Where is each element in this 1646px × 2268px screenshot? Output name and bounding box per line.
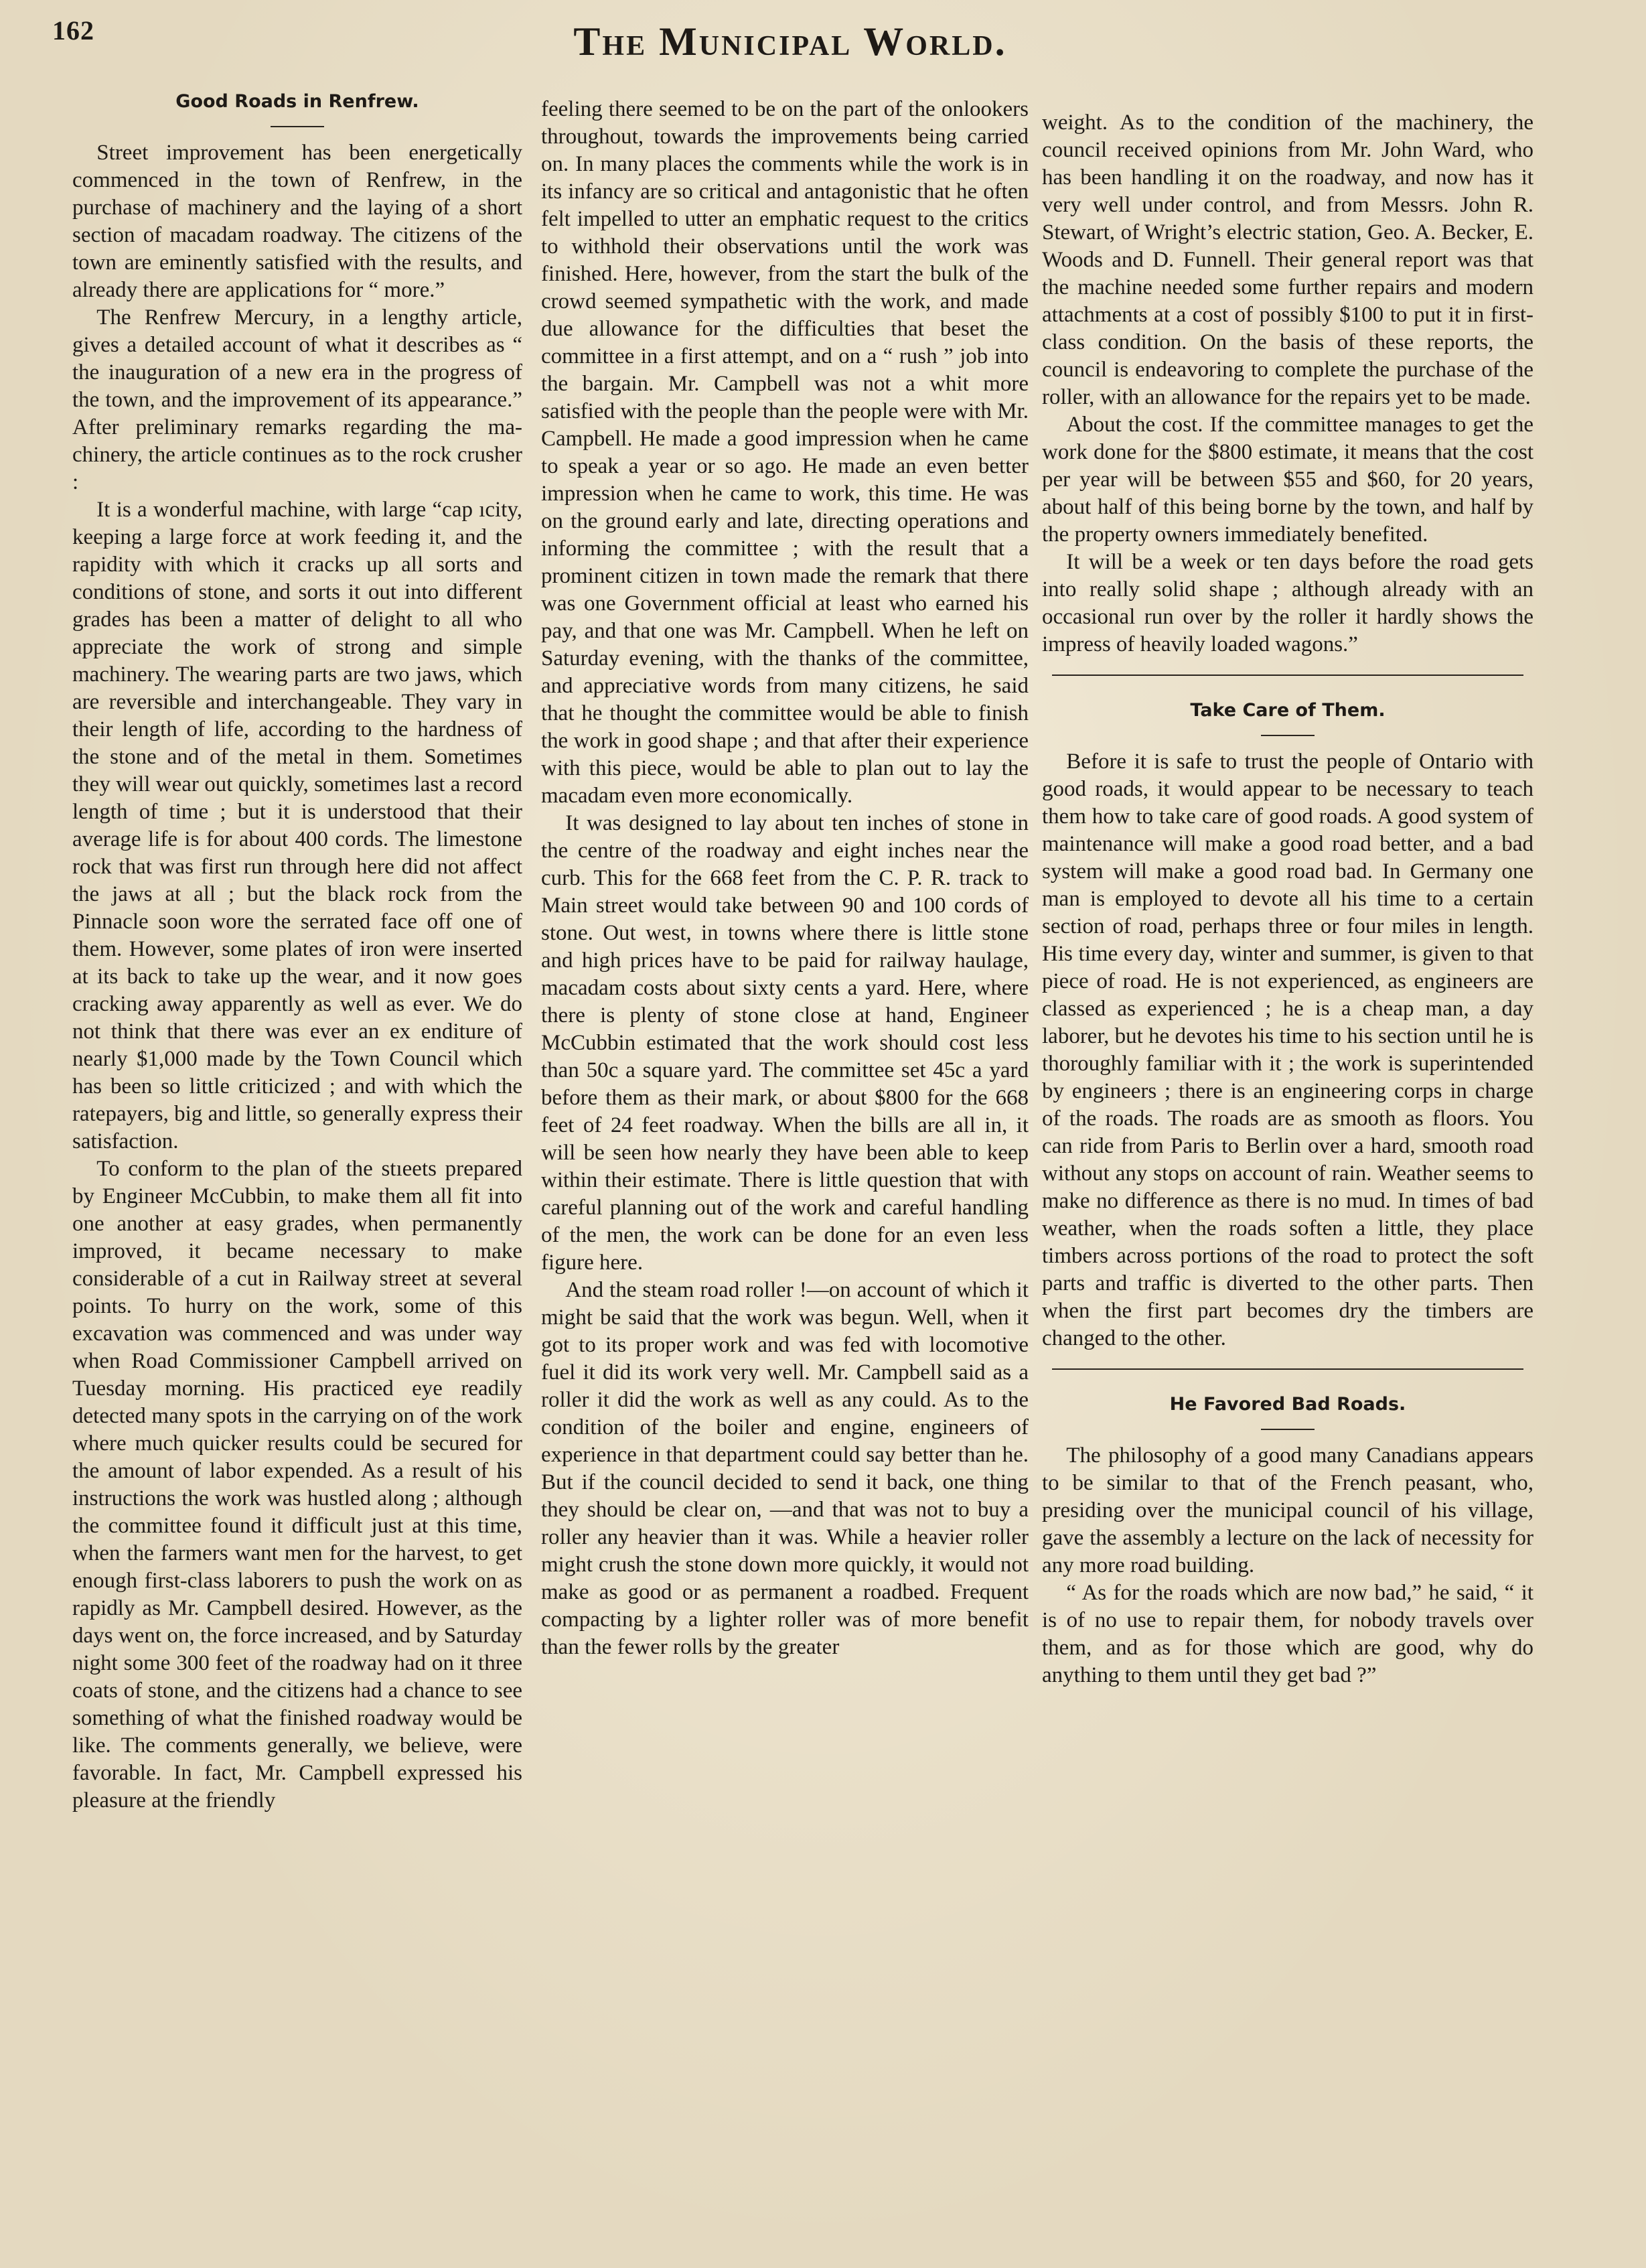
paragraph: And the steam road roller !—on account of which it might be said that the work was begun. Well, when it got to its proper work and was fed with locomotive fuel it did its work very well. Mr. Campbell said as a roller it did the work as well as any could. As to the condition of the boiler and engine, engineers of experience in that department could say better than he. But if the council decided to send it back, one thing they should be clear on, —and that was not to buy a roller any heavier than it was. While a heavier roller might crush the stone down more quickly, it would not make as good or as permanent a roadbed. Frequent compacting by a lighter roller was of more benefit than the fewer rolls by the greater <box>541 1278 1029 1659</box>
section-divider <box>1052 1368 1524 1370</box>
title-rule <box>1261 1429 1315 1430</box>
paragraph: It was designed to lay about ten inches of stone in the centre of the roadway and eight inches near the curb. This for the 668 feet from the C. P. R. track to Main street would take between 90 and 100 cords of stone. Out west, in towns where there is little stone and high prices have to be paid for railway haulage, macadam costs about sixty cents a yard. Here, where there is plenty of stone close at hand, Engineer McCubbin estimated that the work should cost less than 50c a square yard. The committee set 45c a yard before them as their mark, or about $800 for the 668 feet of 24 feet roadway. When the bills are all in, it will be seen how nearly they have been able to keep within their estimate. There is little question that with careful planning out of the work and careful handling of the men, the work can be done for an even less figure here. <box>541 811 1029 1275</box>
section-divider <box>1052 675 1524 676</box>
paragraph: To conform to the plan of the stıeets prepared by Engineer McCubbin, to make them all fit into one another at easy grades, when permanently improved, it became necessary to make considerable of a cut in Railway street at several points. To hurry on the work, some of this excavation was commenced and was under way when Road Commissioner Campbell arrived on Tuesday morning. His practiced eye readily detected many spots in the carrying on of the work where much quicker results could be secured for the amount of labor expended. As a result of his instructions the work was hustled along ; although the committee found it difficult just at this time, when the farmers want men for the harvest, to get enough first-class laborers to push the work on as rapidly as Mr. Campbell desired. However, as the days went on, the force increased, and by Saturday night some 300 feet of the roadway had on it three coats of stone, and the citizens had a chance to see something of what the finished roadway would be like. The comments generally, we believe, were favorable. In fact, Mr. Campbell expressed his pleasure at the friendly <box>72 1157 522 1813</box>
paragraph: Street improvement has been energetically commenced in the town of Renfrew, in the purchase of machinery and the laying of a short section of macadam roadway. The citizens of the town are eminently satisfied with the results, and already there are applications for “ more.” <box>72 141 522 302</box>
paragraph: The philosophy of a good many Canadians appears to be similar to that of the French peasant, who, presiding over the municipal council of his village, gave the assembly a lecture on the lack of necessity for any more road building. <box>1042 1443 1533 1577</box>
masthead-title: The Municipal World. <box>573 19 1007 64</box>
paragraph: About the cost. If the committee manages to get the work done for the $800 estimate, it means that the cost per year will be between $55 and $60, for 20 years, about half of this being borne by the town, and half by the property owners immediately benefited. <box>1042 413 1533 547</box>
paragraph: The Renfrew Mercury, in a lengthy article, gives a detailed account of what it describes as “ the inauguration of a new era in the progress of the town, and the improvement of its appearance.” After preliminary remarks regarding the machinery, the article continues as to the rock crusher : <box>72 305 522 494</box>
title-rule <box>1261 735 1315 736</box>
paragraph: “ As for the roads which are now bad,” he said, “ it is of no use to repair them, for nobody travels over them, and as for those which are good, why do anything to them until they get bad ?” <box>1042 1581 1533 1687</box>
page-number: 162 <box>52 15 94 46</box>
column-3 <box>1042 109 1533 1689</box>
article-title-good-roads: Good Roads in Renfrew. <box>175 91 419 112</box>
paragraph: Before it is safe to trust the people of Ontario with good roads, it would appear to be necessary to teach them how to take care of good roads. A good system of maintenance will make a good road better, and a bad system will make a good road bad. In Germany one man is employed to devote all his time to a certain section of road, perhaps three or four miles in length. His time every day, winter and summer, is given to that piece of road. He is not experienced, as engineers are classed as experienced ; he is a cheap man, a day laborer, but he devotes his time to his section until he is thoroughly familiar with it ; the work is superintended by engineers ; there is an engineering corps in charge of the roads. The roads are as smooth as floors. You can ride from Paris to Berlin over a hard, smooth road without any stops on account of rain. Weather seems to make no difference as there is no mud. In times of bad weather, when the roads soften a little, they place timbers across portions of the road to protect the soft parts and traffic is diverted to the other parts. Then when the first part becomes dry the timbers are changed to the other. <box>1042 750 1533 1350</box>
article-title-take-care: Take Care of Them. <box>1190 700 1386 721</box>
paragraph: feeling there seemed to be on the part of the onlookers throughout, towards the improvements being carried on. In many places the comments while the work is in its infancy are so critical and antagonistic that he often felt impelled to utter an emphatic request to the critics to withhold their observations until the work was finished. Here, however, from the start the bulk of the crowd seemed sympathetic with the work, and made due allowance for the difficulties that beset the committee in a first attempt, and on a “ rush ” job into the bargain. Mr. Campbell was not a whit more satisfied with the people than the people were with Mr. Campbell. He made a good impression when he came to speak a year or so ago. He made an even better impression when he came to work, this time. He was on the ground early and late, directing operations and informing the committee ; with the result that a prominent citizen in town made the remark that there was one Government official at least who earned his pay, and that one was Mr. Campbell. When he left on Saturday evening, with the thanks of the committee, and appreciative words from many citizens, he said that he thought the committee would be able to finish the work in good shape ; and that after their experience with this piece, would be able to plan out to lay the macadam even more economically. <box>541 97 1029 808</box>
title-rule <box>271 126 324 127</box>
paragraph: It is a wonderful machine, with large “cap ıcity, keeping a large force at work feeding it, and the rapidity with which it cracks up all sorts and conditions of stone, and sorts it out into different grades has been a matter of delight to all who appreciate the work of strong and simple machinery. The wearing parts are two jaws, which are reversible and interchangeable. They vary in their length of life, according to the hardness of the stone and of the metal in them. Sometimes they will wear out quickly, sometimes last a record length of time ; but it is understood that their average life is for about 400 cords. The limestone rock that was first run through here did not affect the jaws at all ; but the black rock from the Pinnacle soon wore the serrated face off one of them. However, some plates of iron were inserted at its back to take up the wear, and it now goes cracking away apparently as well as ever. We do not think that there was ever an ex enditure of nearly $1,000 made by the Town Council which has been so little criticized ; and with which the ratepayers, big and little, so generally express their satisfaction. <box>72 498 522 1153</box>
article-title-bad-roads: He Favored Bad Roads. <box>1169 1394 1406 1415</box>
column-2 <box>541 96 1029 1661</box>
paragraph: weight. As to the condition of the machinery, the council received opinions from Mr. John Ward, who has been handling it on the roadway, and now has it very well under control, and from Messrs. John R. Stewart, of Wright’s electric station, Geo. A. Becker, E. Woods and D. Funnell. Their general report was that the machine needed some further repairs and modern attachments at a cost of possibly $100 to put it in first-class condition. On the basis of these reports, the council is endeavoring to complete the purchase of the roller, with an allowance for the repairs yet to be made. <box>1042 111 1533 409</box>
column-1 <box>72 91 522 1815</box>
paragraph: It will be a week or ten days before the road gets into really solid shape ; although already with an occasional run over by the roller it hardly shows the impress of heavily loaded wagons.” <box>1042 550 1533 656</box>
